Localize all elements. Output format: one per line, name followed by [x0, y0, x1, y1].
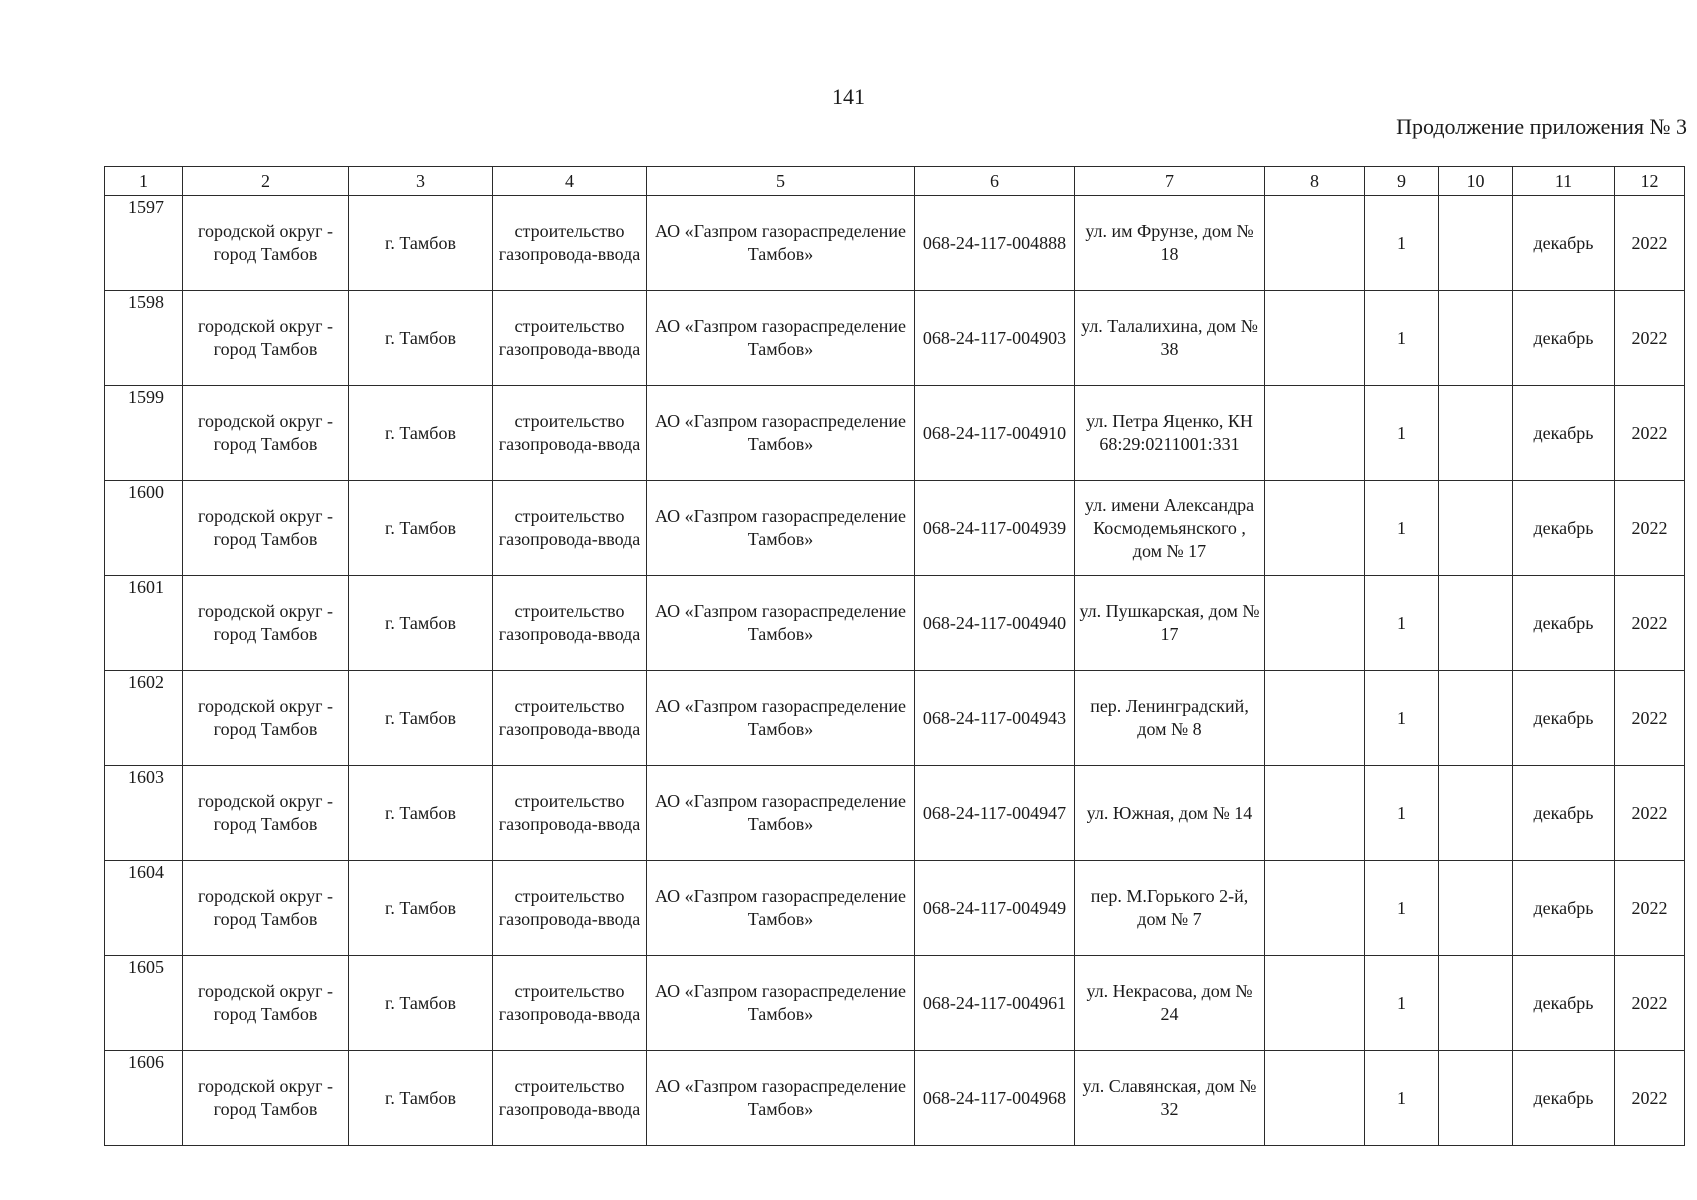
- cell-work-type: строительство газопровода-ввода: [493, 956, 647, 1051]
- column-header-5: 5: [647, 167, 915, 196]
- table-row: [105, 861, 1685, 956]
- cell-quantity: 1: [1365, 196, 1439, 291]
- cell-municipality: городской округ - город Тамбов: [183, 291, 349, 386]
- cell-organization: АО «Газпром газораспределение Тамбов»: [647, 956, 915, 1051]
- table-row: [105, 196, 1685, 291]
- cell-address: ул. имени Александра Космодемьянского , дом № 17: [1075, 481, 1265, 576]
- cell-object-code: 068-24-117-004943: [915, 671, 1075, 766]
- cell-address: ул. Петра Яценко, КН 68:29:0211001:331: [1075, 386, 1265, 481]
- cell-object-code: 068-24-117-004949: [915, 861, 1075, 956]
- page-number: 141: [832, 84, 865, 109]
- cell-row-number: 1597: [105, 196, 183, 291]
- table-row: [105, 766, 1685, 861]
- cell-row-number: 1605: [105, 956, 183, 1051]
- column-header-6: 6: [915, 167, 1075, 196]
- cell-object-code: 068-24-117-004939: [915, 481, 1075, 576]
- column-header-10: 10: [1439, 167, 1513, 196]
- cell-address: пер. Ленинградский, дом № 8: [1075, 671, 1265, 766]
- column-header-2: 2: [183, 167, 349, 196]
- cell-quantity: 1: [1365, 481, 1439, 576]
- cell-municipality: городской округ - город Тамбов: [183, 576, 349, 671]
- cell-object-code: 068-24-117-004910: [915, 386, 1075, 481]
- cell-municipality: городской округ - город Тамбов: [183, 671, 349, 766]
- cell-locality: г. Тамбов: [349, 291, 493, 386]
- cell-object-code: 068-24-117-004903: [915, 291, 1075, 386]
- cell-row-number: 1603: [105, 766, 183, 861]
- cell-address: ул. Некрасова, дом № 24: [1075, 956, 1265, 1051]
- table-header: [105, 167, 1685, 196]
- cell-locality: г. Тамбов: [349, 481, 493, 576]
- register-table: [104, 166, 1685, 1146]
- cell-municipality: городской округ - город Тамбов: [183, 861, 349, 956]
- cell-row-number: 1606: [105, 1051, 183, 1146]
- cell-column-10: [1439, 481, 1513, 576]
- table-row: [105, 671, 1685, 766]
- cell-column-10: [1439, 1051, 1513, 1146]
- cell-column-10: [1439, 196, 1513, 291]
- column-header-12: 12: [1615, 167, 1685, 196]
- cell-year: 2022: [1615, 291, 1685, 386]
- cell-month: декабрь: [1513, 861, 1615, 956]
- cell-column-8: [1265, 481, 1365, 576]
- cell-month: декабрь: [1513, 1051, 1615, 1146]
- cell-column-10: [1439, 671, 1513, 766]
- table-body: [105, 196, 1685, 1146]
- cell-column-8: [1265, 766, 1365, 861]
- column-header-4: 4: [493, 167, 647, 196]
- cell-work-type: строительство газопровода-ввода: [493, 1051, 647, 1146]
- column-header-1: 1: [105, 167, 183, 196]
- cell-column-8: [1265, 956, 1365, 1051]
- cell-organization: АО «Газпром газораспределение Тамбов»: [647, 1051, 915, 1146]
- cell-month: декабрь: [1513, 766, 1615, 861]
- cell-organization: АО «Газпром газораспределение Тамбов»: [647, 386, 915, 481]
- cell-municipality: городской округ - город Тамбов: [183, 196, 349, 291]
- table-row: [105, 956, 1685, 1051]
- cell-quantity: 1: [1365, 1051, 1439, 1146]
- cell-locality: г. Тамбов: [349, 386, 493, 481]
- cell-quantity: 1: [1365, 956, 1439, 1051]
- table-row: [105, 481, 1685, 576]
- cell-object-code: 068-24-117-004947: [915, 766, 1075, 861]
- cell-work-type: строительство газопровода-ввода: [493, 386, 647, 481]
- cell-row-number: 1598: [105, 291, 183, 386]
- cell-municipality: городской округ - город Тамбов: [183, 766, 349, 861]
- cell-year: 2022: [1615, 671, 1685, 766]
- cell-column-8: [1265, 861, 1365, 956]
- cell-locality: г. Тамбов: [349, 956, 493, 1051]
- cell-quantity: 1: [1365, 671, 1439, 766]
- cell-work-type: строительство газопровода-ввода: [493, 861, 647, 956]
- table-row: [105, 291, 1685, 386]
- cell-row-number: 1604: [105, 861, 183, 956]
- cell-organization: АО «Газпром газораспределение Тамбов»: [647, 766, 915, 861]
- cell-month: декабрь: [1513, 291, 1615, 386]
- cell-address: ул. Талалихина, дом № 38: [1075, 291, 1265, 386]
- cell-column-10: [1439, 291, 1513, 386]
- column-header-3: 3: [349, 167, 493, 196]
- cell-address: ул. Пушкарская, дом № 17: [1075, 576, 1265, 671]
- cell-month: декабрь: [1513, 196, 1615, 291]
- cell-year: 2022: [1615, 956, 1685, 1051]
- table-row: [105, 386, 1685, 481]
- cell-column-10: [1439, 386, 1513, 481]
- cell-work-type: строительство газопровода-ввода: [493, 481, 647, 576]
- cell-municipality: городской округ - город Тамбов: [183, 1051, 349, 1146]
- cell-quantity: 1: [1365, 576, 1439, 671]
- cell-object-code: 068-24-117-004888: [915, 196, 1075, 291]
- cell-address: ул. Славянская, дом № 32: [1075, 1051, 1265, 1146]
- cell-organization: АО «Газпром газораспределение Тамбов»: [647, 196, 915, 291]
- cell-column-10: [1439, 576, 1513, 671]
- cell-column-8: [1265, 671, 1365, 766]
- column-header-9: 9: [1365, 167, 1439, 196]
- cell-quantity: 1: [1365, 291, 1439, 386]
- cell-column-8: [1265, 196, 1365, 291]
- cell-work-type: строительство газопровода-ввода: [493, 291, 647, 386]
- cell-column-8: [1265, 386, 1365, 481]
- cell-locality: г. Тамбов: [349, 1051, 493, 1146]
- cell-object-code: 068-24-117-004968: [915, 1051, 1075, 1146]
- cell-month: декабрь: [1513, 386, 1615, 481]
- cell-quantity: 1: [1365, 861, 1439, 956]
- cell-column-10: [1439, 861, 1513, 956]
- cell-work-type: строительство газопровода-ввода: [493, 671, 647, 766]
- cell-work-type: строительство газопровода-ввода: [493, 576, 647, 671]
- cell-year: 2022: [1615, 766, 1685, 861]
- cell-row-number: 1600: [105, 481, 183, 576]
- cell-column-10: [1439, 956, 1513, 1051]
- cell-row-number: 1602: [105, 671, 183, 766]
- cell-municipality: городской округ - город Тамбов: [183, 956, 349, 1051]
- cell-column-8: [1265, 1051, 1365, 1146]
- cell-year: 2022: [1615, 1051, 1685, 1146]
- cell-address: пер. М.Горького 2-й, дом № 7: [1075, 861, 1265, 956]
- cell-year: 2022: [1615, 196, 1685, 291]
- appendix-note: Продолжение приложения № 3: [1396, 114, 1687, 139]
- cell-address: ул. им Фрунзе, дом № 18: [1075, 196, 1265, 291]
- cell-quantity: 1: [1365, 766, 1439, 861]
- cell-column-8: [1265, 576, 1365, 671]
- cell-address: ул. Южная, дом № 14: [1075, 766, 1265, 861]
- cell-work-type: строительство газопровода-ввода: [493, 196, 647, 291]
- cell-month: декабрь: [1513, 956, 1615, 1051]
- cell-year: 2022: [1615, 861, 1685, 956]
- cell-locality: г. Тамбов: [349, 576, 493, 671]
- cell-work-type: строительство газопровода-ввода: [493, 766, 647, 861]
- table-row: [105, 1051, 1685, 1146]
- cell-quantity: 1: [1365, 386, 1439, 481]
- cell-locality: г. Тамбов: [349, 861, 493, 956]
- cell-organization: АО «Газпром газораспределение Тамбов»: [647, 671, 915, 766]
- cell-locality: г. Тамбов: [349, 671, 493, 766]
- cell-column-10: [1439, 766, 1513, 861]
- column-header-7: 7: [1075, 167, 1265, 196]
- cell-object-code: 068-24-117-004961: [915, 956, 1075, 1051]
- cell-organization: АО «Газпром газораспределение Тамбов»: [647, 481, 915, 576]
- cell-locality: г. Тамбов: [349, 196, 493, 291]
- cell-month: декабрь: [1513, 481, 1615, 576]
- cell-column-8: [1265, 291, 1365, 386]
- cell-row-number: 1601: [105, 576, 183, 671]
- header-row: [105, 167, 1685, 196]
- column-header-11: 11: [1513, 167, 1615, 196]
- cell-object-code: 068-24-117-004940: [915, 576, 1075, 671]
- cell-municipality: городской округ - город Тамбов: [183, 386, 349, 481]
- cell-year: 2022: [1615, 576, 1685, 671]
- cell-year: 2022: [1615, 481, 1685, 576]
- cell-year: 2022: [1615, 386, 1685, 481]
- cell-organization: АО «Газпром газораспределение Тамбов»: [647, 576, 915, 671]
- cell-row-number: 1599: [105, 386, 183, 481]
- cell-month: декабрь: [1513, 576, 1615, 671]
- cell-month: декабрь: [1513, 671, 1615, 766]
- cell-organization: АО «Газпром газораспределение Тамбов»: [647, 291, 915, 386]
- cell-locality: г. Тамбов: [349, 766, 493, 861]
- cell-municipality: городской округ - город Тамбов: [183, 481, 349, 576]
- table-row: [105, 576, 1685, 671]
- column-header-8: 8: [1265, 167, 1365, 196]
- cell-organization: АО «Газпром газораспределение Тамбов»: [647, 861, 915, 956]
